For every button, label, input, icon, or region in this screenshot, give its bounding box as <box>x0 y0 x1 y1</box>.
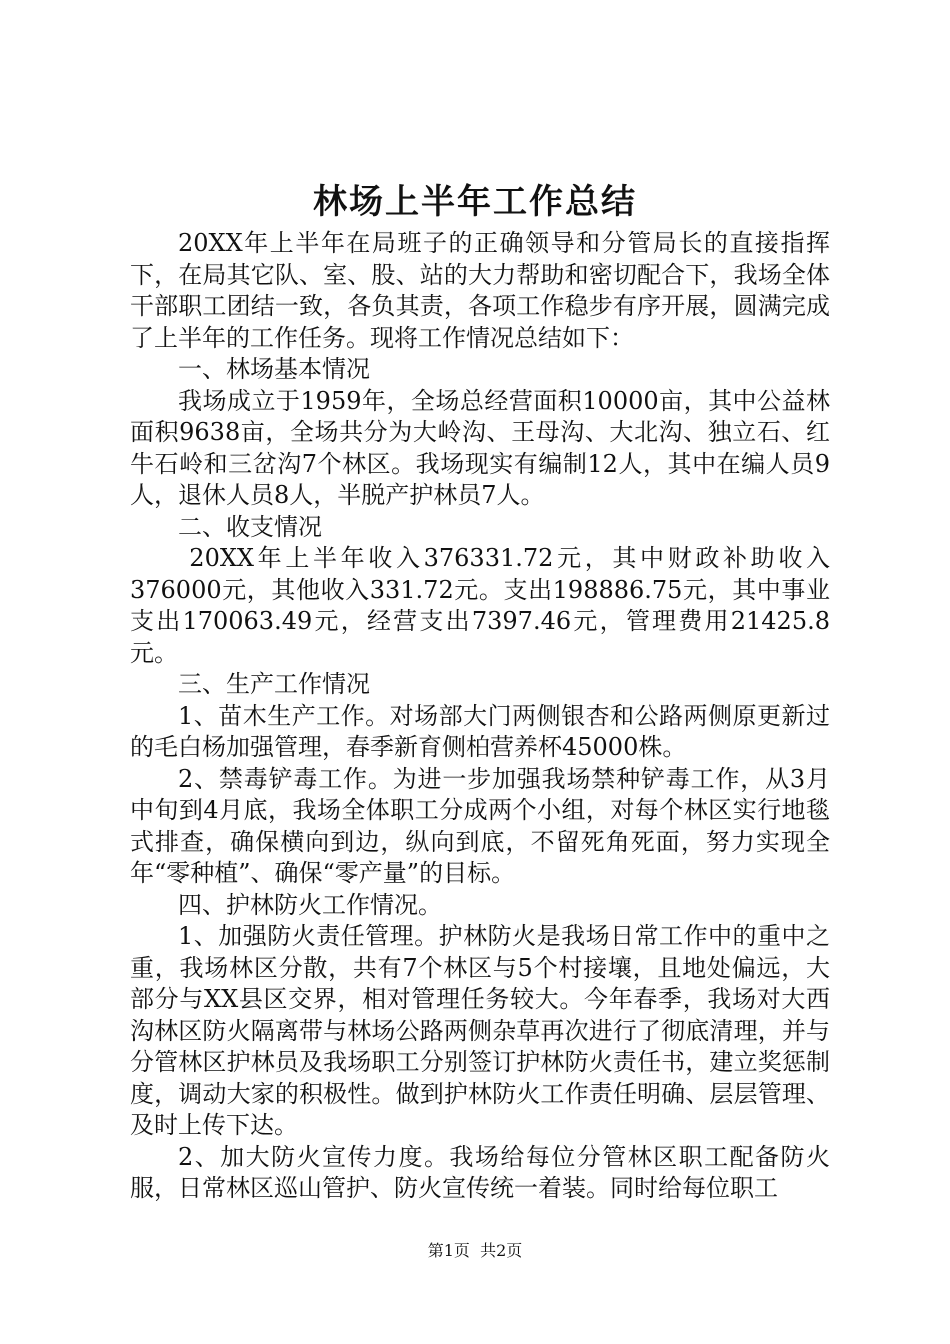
paragraph-seedlings: 1、苗木生产工作。对场部大门两侧银杏和公路两侧原更新过的毛白杨加强管理，春季新育侧柏营养杯45000株。 <box>130 701 830 761</box>
paragraph-finance: 20XX年上半年收入376331.72元，其中财政补助收入376000元，其他收入331.72元。支出198886.75元，其中事业支出170063.49元，经营支出7397.46元，管理费用21425.8元。 <box>130 544 830 667</box>
section-heading-basic-info: 一、林场基本情况 <box>178 355 370 383</box>
paragraph-fire-responsibility: 1、加强防火责任管理。护林防火是我场日常工作中的重中之重，我场林区分散，共有7个林区与5个村接壤，且地处偏远，大部分与XX县区交界，相对管理任务较大。今年春季，我场对大西沟林区防火隔离带与林场公路两侧杂草再次进行了彻底清理，并与分管林区护林员及我场职工分别签订护林防火责任书，建立奖惩制度，调动大家的积极性。做到护林防火工作责任明确、层层管理、及时上传下达。 <box>130 922 830 1139</box>
section-heading-finance: 二、收支情况 <box>178 512 322 541</box>
document-title: 林场上半年工作总结 <box>313 182 637 222</box>
paragraph-fire-publicity: 2、加大防火宣传力度。我场给每位分管林区职工配备防火服，日常林区巡山管护、防火宣传统一着装。同时给每位职工 <box>130 1142 830 1202</box>
section-heading-production: 三、生产工作情况 <box>178 670 370 698</box>
section-heading-fire-prevention: 四、护林防火工作情况。 <box>178 890 442 919</box>
paragraph-drug-eradication: 2、禁毒铲毒工作。为进一步加强我场禁种铲毒工作，从3月中旬到4月底，我场全体职工分成两个小组，对每个林区实行地毯式排查，确保横向到边，纵向到底，不留死角死面，努力实现全年“零种植”、确保“零产量”的目标。 <box>130 764 830 887</box>
paragraph-intro: 20XX年上半年在局班子的正确领导和分管局长的直接指挥下，在局其它队、室、股、站的大力帮助和密切配合下，我场全体干部职工团结一致，各负其责，各项工作稳步有序开展，圆满完成了上半年的工作任务。现将工作情况总结如下： <box>130 229 830 352</box>
paragraph-basic-info: 我场成立于1959年，全场总经营面积10000亩，其中公益林面积9638亩，全场共分为大岭沟、王母沟、大北沟、独立石、红牛石岭和三岔沟7个林区。我场现实有编制12人，其中在编人员9人，退休人员8人，半脱产护林员7人。 <box>130 386 830 509</box>
document-body <box>130 228 830 1205</box>
page-footer: 第1页 共2页 <box>427 1241 523 1260</box>
